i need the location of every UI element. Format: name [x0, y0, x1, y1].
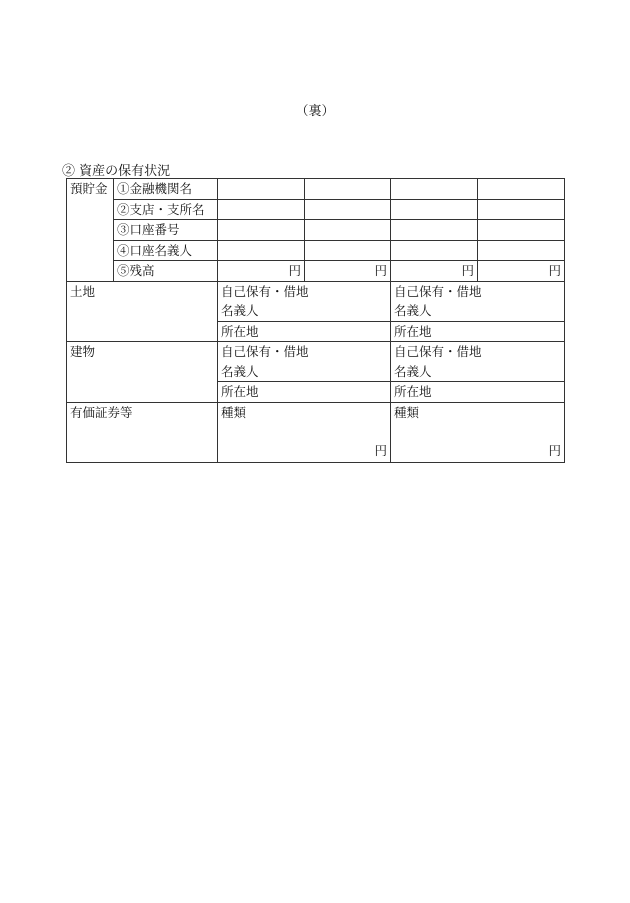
deposit-balance-cell-3[interactable]: 円: [391, 261, 478, 282]
deposit-account-number-cell-3[interactable]: [391, 220, 478, 241]
securities-cell-1[interactable]: [218, 402, 391, 462]
land-row-ownership: [67, 281, 565, 301]
deposit-bank-name-cell-2[interactable]: [305, 179, 391, 200]
deposit-branch-cell-1[interactable]: [218, 199, 305, 220]
deposit-bank-name-cell-3[interactable]: [391, 179, 478, 200]
deposit-balance-cell-4[interactable]: 円: [478, 261, 565, 282]
deposit-account-holder-cell-4[interactable]: [478, 240, 565, 261]
building-location-cell-1[interactable]: 所在地: [218, 382, 391, 403]
land-holder-cell-1[interactable]: 名義人: [218, 301, 391, 321]
deposit-balance-cell-1[interactable]: 円: [218, 261, 305, 282]
land-holder-cell-2[interactable]: 名義人: [391, 301, 565, 321]
securities-kind-label-2: 種類: [394, 404, 420, 420]
building-ownership-cell-2[interactable]: 自己保有・借地: [391, 342, 565, 362]
deposit-account-number-cell-2[interactable]: [305, 220, 391, 241]
deposit-account-holder-cell-1[interactable]: [218, 240, 305, 261]
deposit-balance-cell-2[interactable]: 円: [305, 261, 391, 282]
deposit-branch-cell-2[interactable]: [305, 199, 391, 220]
deposit-row-account-holder: [67, 240, 565, 261]
securities-row: [67, 402, 565, 462]
deposit-row-balance: [67, 261, 565, 282]
land-ownership-cell-2[interactable]: 自己保有・借地: [391, 281, 565, 301]
deposit-account-holder-cell-3[interactable]: [391, 240, 478, 261]
deposit-branch-cell-4[interactable]: [478, 199, 565, 220]
land-category-label: 土地: [67, 281, 218, 342]
deposit-row-bank: [67, 179, 565, 200]
deposit-account-holder-cell-2[interactable]: [305, 240, 391, 261]
asset-holdings-table: [66, 178, 565, 463]
section-title: ② 資産の保有状況: [62, 164, 171, 179]
page-side-label: （裏）: [295, 104, 335, 119]
land-location-cell-1[interactable]: 所在地: [218, 321, 391, 342]
deposit-branch-cell-3[interactable]: [391, 199, 478, 220]
securities-category-label: 有価証券等: [67, 402, 218, 462]
deposit-branch-label: ②支店・支所名: [114, 199, 218, 220]
deposit-account-holder-label: ④口座名義人: [114, 240, 218, 261]
deposit-bank-name-label: ①金融機関名: [114, 179, 218, 200]
deposit-row-branch: [67, 199, 565, 220]
deposit-balance-label: ⑤残高: [114, 261, 218, 282]
securities-yen-2: 円: [548, 442, 561, 458]
deposit-account-number-label: ③口座番号: [114, 220, 218, 241]
building-ownership-cell-1[interactable]: 自己保有・借地: [218, 342, 391, 362]
deposit-bank-name-cell-4[interactable]: [478, 179, 565, 200]
building-holder-cell-1[interactable]: 名義人: [218, 362, 391, 382]
land-location-cell-2[interactable]: 所在地: [391, 321, 565, 342]
deposit-bank-name-cell-1[interactable]: [218, 179, 305, 200]
deposit-row-account-number: [67, 220, 565, 241]
deposit-account-number-cell-1[interactable]: [218, 220, 305, 241]
securities-kind-label-1: 種類: [221, 404, 247, 420]
land-ownership-cell-1[interactable]: 自己保有・借地: [218, 281, 391, 301]
building-location-cell-2[interactable]: 所在地: [391, 382, 565, 403]
deposits-category-label: 預貯金: [67, 179, 114, 282]
securities-cell-2[interactable]: [391, 402, 565, 462]
securities-yen-1: 円: [374, 442, 387, 458]
building-row-ownership: [67, 342, 565, 362]
building-holder-cell-2[interactable]: 名義人: [391, 362, 565, 382]
building-category-label: 建物: [67, 342, 218, 403]
deposit-account-number-cell-4[interactable]: [478, 220, 565, 241]
